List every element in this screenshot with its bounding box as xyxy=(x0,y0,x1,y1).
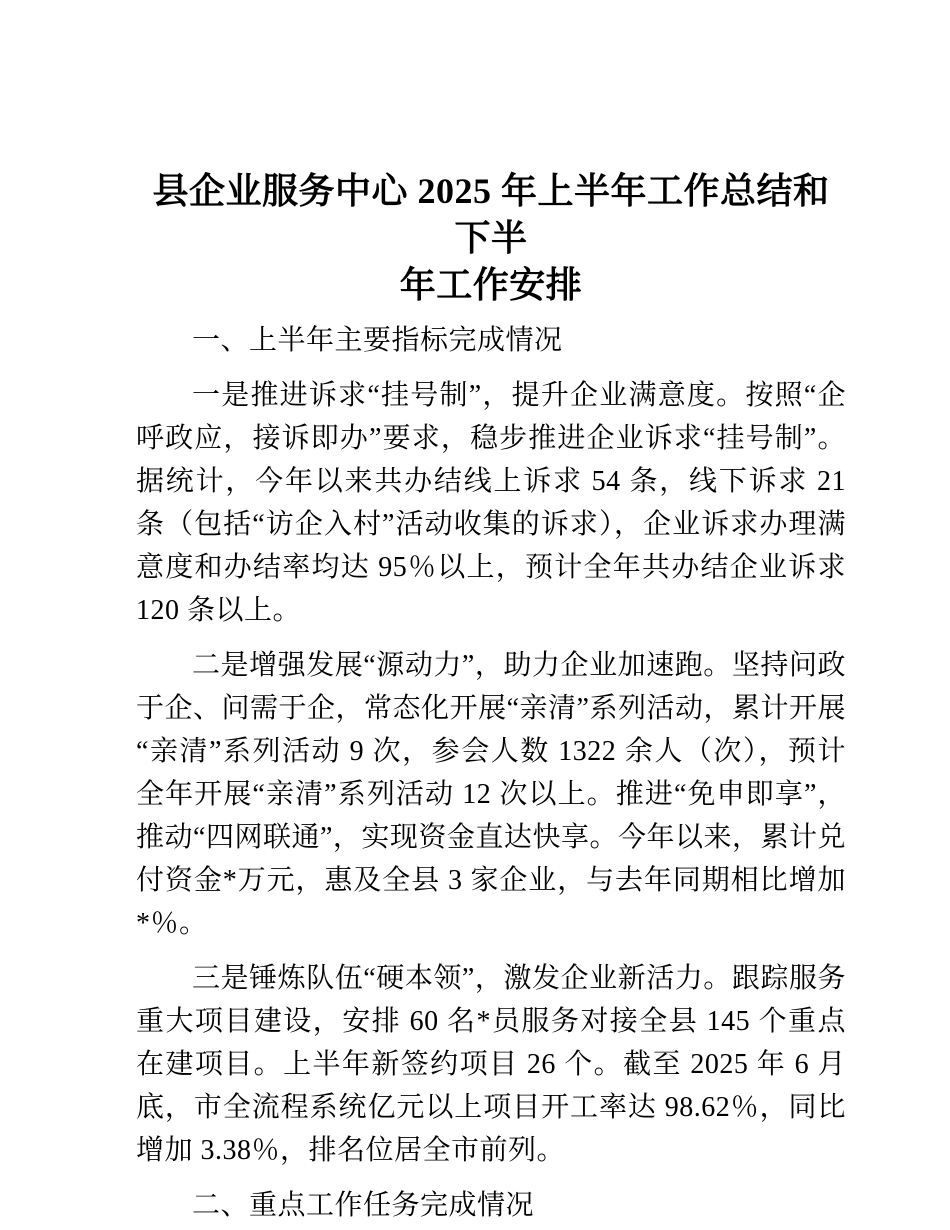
section-2-heading: 二、重点工作任务完成情况 xyxy=(192,1190,535,1221)
section-1-heading: 一、上半年主要指标完成情况 xyxy=(192,325,563,356)
section-1-paragraph-2: 二是增强发展“源动力”，助力企业加速跑。坚持问政于企、问需于企，常态化开展“亲清”系列活动，累计开展“亲清”系列活动 9 次，参会人数 1322 余人（次），预计全年开展“亲清”系列活动 12 次以上。推进“免申即享”，推动“四网联通”，实现资金直达快享。今年以来，累计兑付资金*万元，惠及全县 3 家企业，与去年同期相比增加*％。 xyxy=(136,650,846,939)
document-title xyxy=(136,168,846,309)
document-title-line-2: 年工作安排 xyxy=(399,265,583,305)
section-1-paragraph-3: 三是锤炼队伍“硬本领”，激发企业新活力。跟踪服务重大项目建设，安排 60 名*员服务对接全县 145 个重点在建项目。上半年新签约项目 26 个。截至 2025 年 6 月底，市全流程系统亿元以上项目开工率达 98.62％，同比增加 3.38％，排名位居全市前列。 xyxy=(136,963,846,1166)
section-1-paragraph-1: 一是推进诉求“挂号制”，提升企业满意度。按照“企呼政应，接诉即办”要求，稳步推进企业诉求“挂号制”。据统计，今年以来共办结线上诉求 54 条，线下诉求 21 条（包括“访企入村”活动收集的诉求），企业诉求办理满意度和办结率均达 95％以上，预计全年共办结企业诉求 120 条以上。 xyxy=(136,380,846,626)
document-title-line-1: 县企业服务中心 2025 年上半年工作总结和下半 xyxy=(152,171,830,258)
